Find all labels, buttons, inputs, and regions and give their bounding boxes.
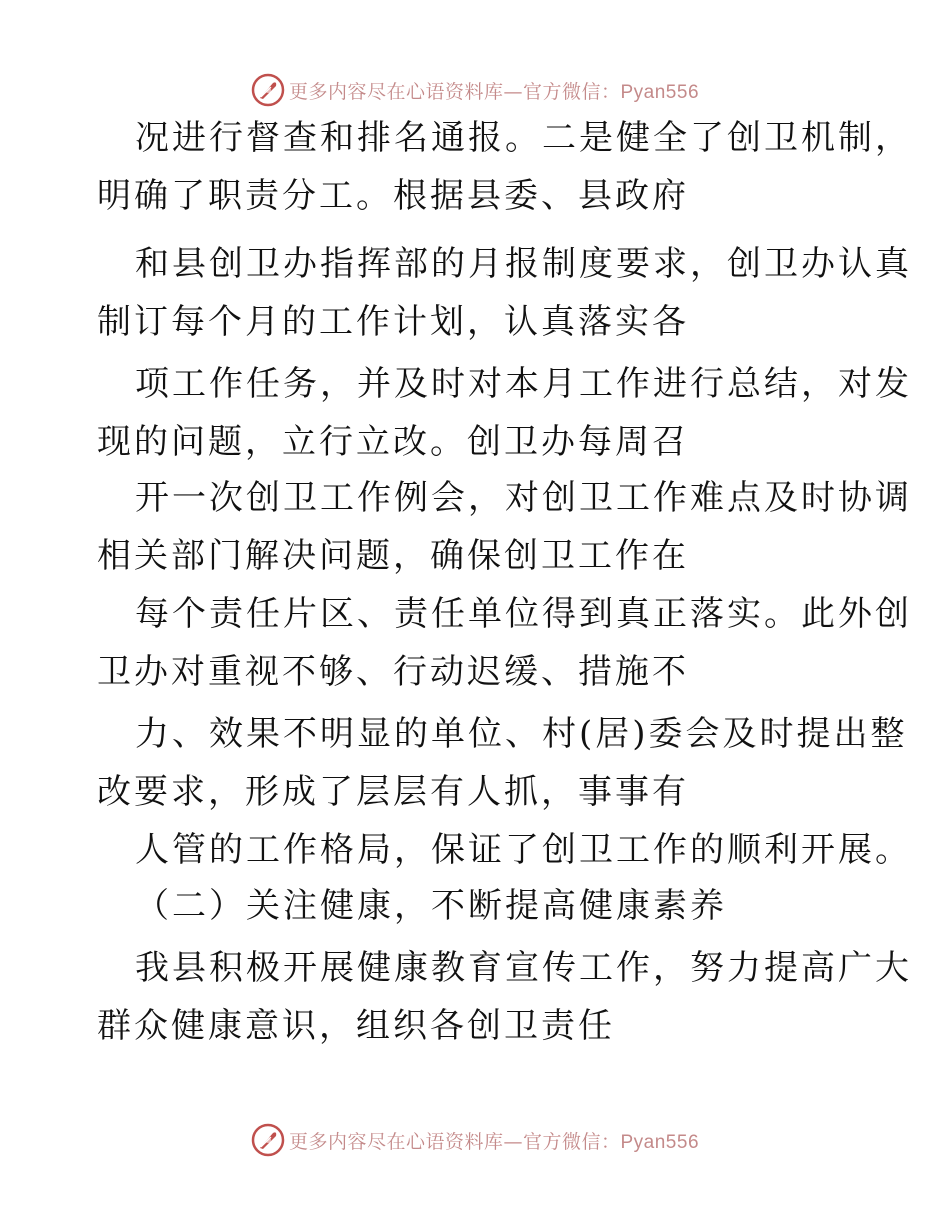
text-line: 开一次创卫工作例会，对创卫工作难点及时协调 (135, 478, 912, 518)
text-line: 现的问题，立行立改。创卫办每周召 (97, 422, 689, 462)
text-line: 况进行督查和排名通报。二是健全了创卫机制， (135, 118, 912, 158)
feather-pen-logo-icon (251, 1123, 285, 1157)
text-line: 相关部门解决问题，确保创卫工作在 (97, 536, 689, 576)
text-line: 人管的工作格局，保证了创卫工作的顺利开展。 (135, 830, 912, 870)
section-heading: （二）关注健康，不断提高健康素养 (135, 886, 727, 926)
text-line: 卫办对重视不够、行动迟缓、措施不 (97, 652, 689, 692)
text-line: 项工作任务，并及时对本月工作进行总结，对发 (135, 364, 912, 404)
feather-pen-logo-icon (251, 73, 285, 107)
text-line: 制订每个月的工作计划，认真落实各 (97, 302, 689, 342)
text-line: 明确了职责分工。根据县委、县政府 (97, 176, 689, 216)
text-line: 力、效果不明显的单位、村(居)委会及时提出整 (135, 714, 908, 754)
text-line: 群众健康意识，组织各创卫责任 (97, 1006, 615, 1046)
banner-text: 更多内容尽在心语资料库—官方微信：Pyan556 (288, 1130, 700, 1153)
header-banner (0, 70, 950, 110)
text-line: 每个责任片区、责任单位得到真正落实。此外创 (135, 594, 912, 634)
text-line: 改要求，形成了层层有人抓，事事有 (97, 772, 689, 812)
text-line: 我县积极开展健康教育宣传工作，努力提高广大 (135, 948, 912, 988)
text-line: 和县创卫办指挥部的月报制度要求，创卫办认真 (135, 244, 912, 284)
footer-banner (0, 1120, 950, 1160)
banner-text: 更多内容尽在心语资料库—官方微信：Pyan556 (288, 80, 700, 103)
